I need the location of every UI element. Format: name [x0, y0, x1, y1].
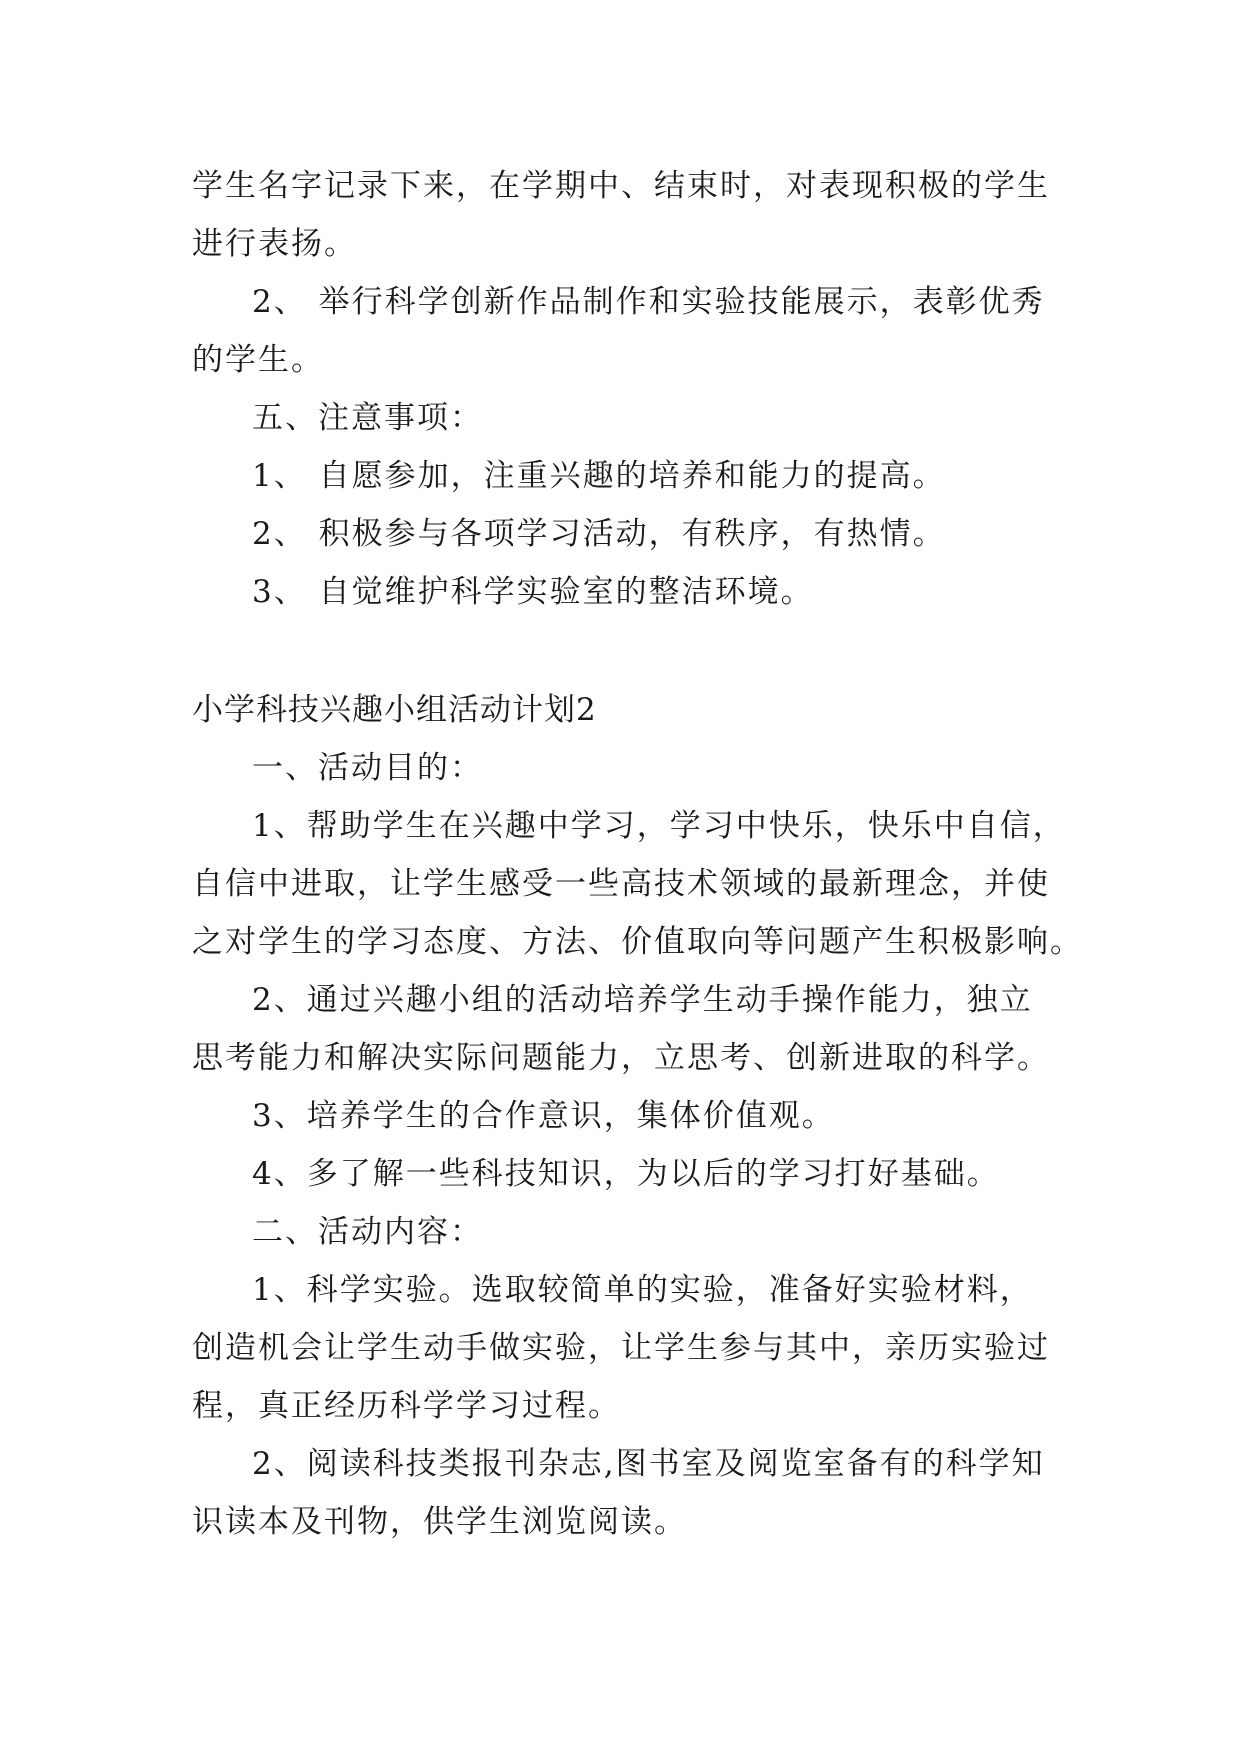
- paragraph-line: 进行表扬。: [192, 226, 357, 262]
- list-item: 1、科学实验。选取较简单的实验，准备好实验材料，: [252, 1272, 1033, 1308]
- section-heading: 五、注意事项：: [252, 400, 483, 436]
- paragraph-line: 自信中进取，让学生感受一些高技术领域的最新理念，并使: [192, 866, 1050, 902]
- paragraph-line: 的学生。: [192, 342, 324, 378]
- list-item: 2、 举行科学创新作品制作和实验技能展示，表彰优秀: [252, 284, 1045, 320]
- list-item: 4、多了解一些科技知识，为以后的学习打好基础。: [252, 1156, 1000, 1192]
- list-item: 3、培养学生的合作意识，集体价值观。: [252, 1098, 835, 1134]
- section-heading: 一、活动目的：: [252, 750, 483, 786]
- list-item: 2、阅读科技类报刊杂志,图书室及阅览室备有的科学知: [252, 1446, 1045, 1482]
- list-item: 1、 自愿参加，注重兴趣的培养和能力的提高。: [252, 458, 946, 494]
- list-item: 2、通过兴趣小组的活动培养学生动手操作能力，独立: [252, 982, 1033, 1018]
- document-title: 小学科技兴趣小组活动计划2: [192, 692, 597, 728]
- list-item: 1、帮助学生在兴趣中学习，学习中快乐，快乐中自信，: [252, 808, 1066, 844]
- paragraph-line: 识读本及刊物，供学生浏览阅读。: [192, 1504, 687, 1540]
- paragraph-line: 程，真正经历科学学习过程。: [192, 1388, 621, 1424]
- paragraph-line: 思考能力和解决实际问题能力，立思考、创新进取的科学。: [192, 1040, 1050, 1076]
- section-heading: 二、活动内容：: [252, 1214, 483, 1250]
- paragraph-line: 创造机会让学生动手做实验，让学生参与其中，亲历实验过: [192, 1330, 1050, 1366]
- paragraph-line: 之对学生的学习态度、方法、价值取向等问题产生积极影响。: [192, 924, 1083, 960]
- list-item: 2、 积极参与各项学习活动，有秩序，有热情。: [252, 516, 946, 552]
- list-item: 3、 自觉维护科学实验室的整洁环境。: [252, 574, 814, 610]
- paragraph-line: 学生名字记录下来，在学期中、结束时，对表现积极的学生: [192, 168, 1050, 204]
